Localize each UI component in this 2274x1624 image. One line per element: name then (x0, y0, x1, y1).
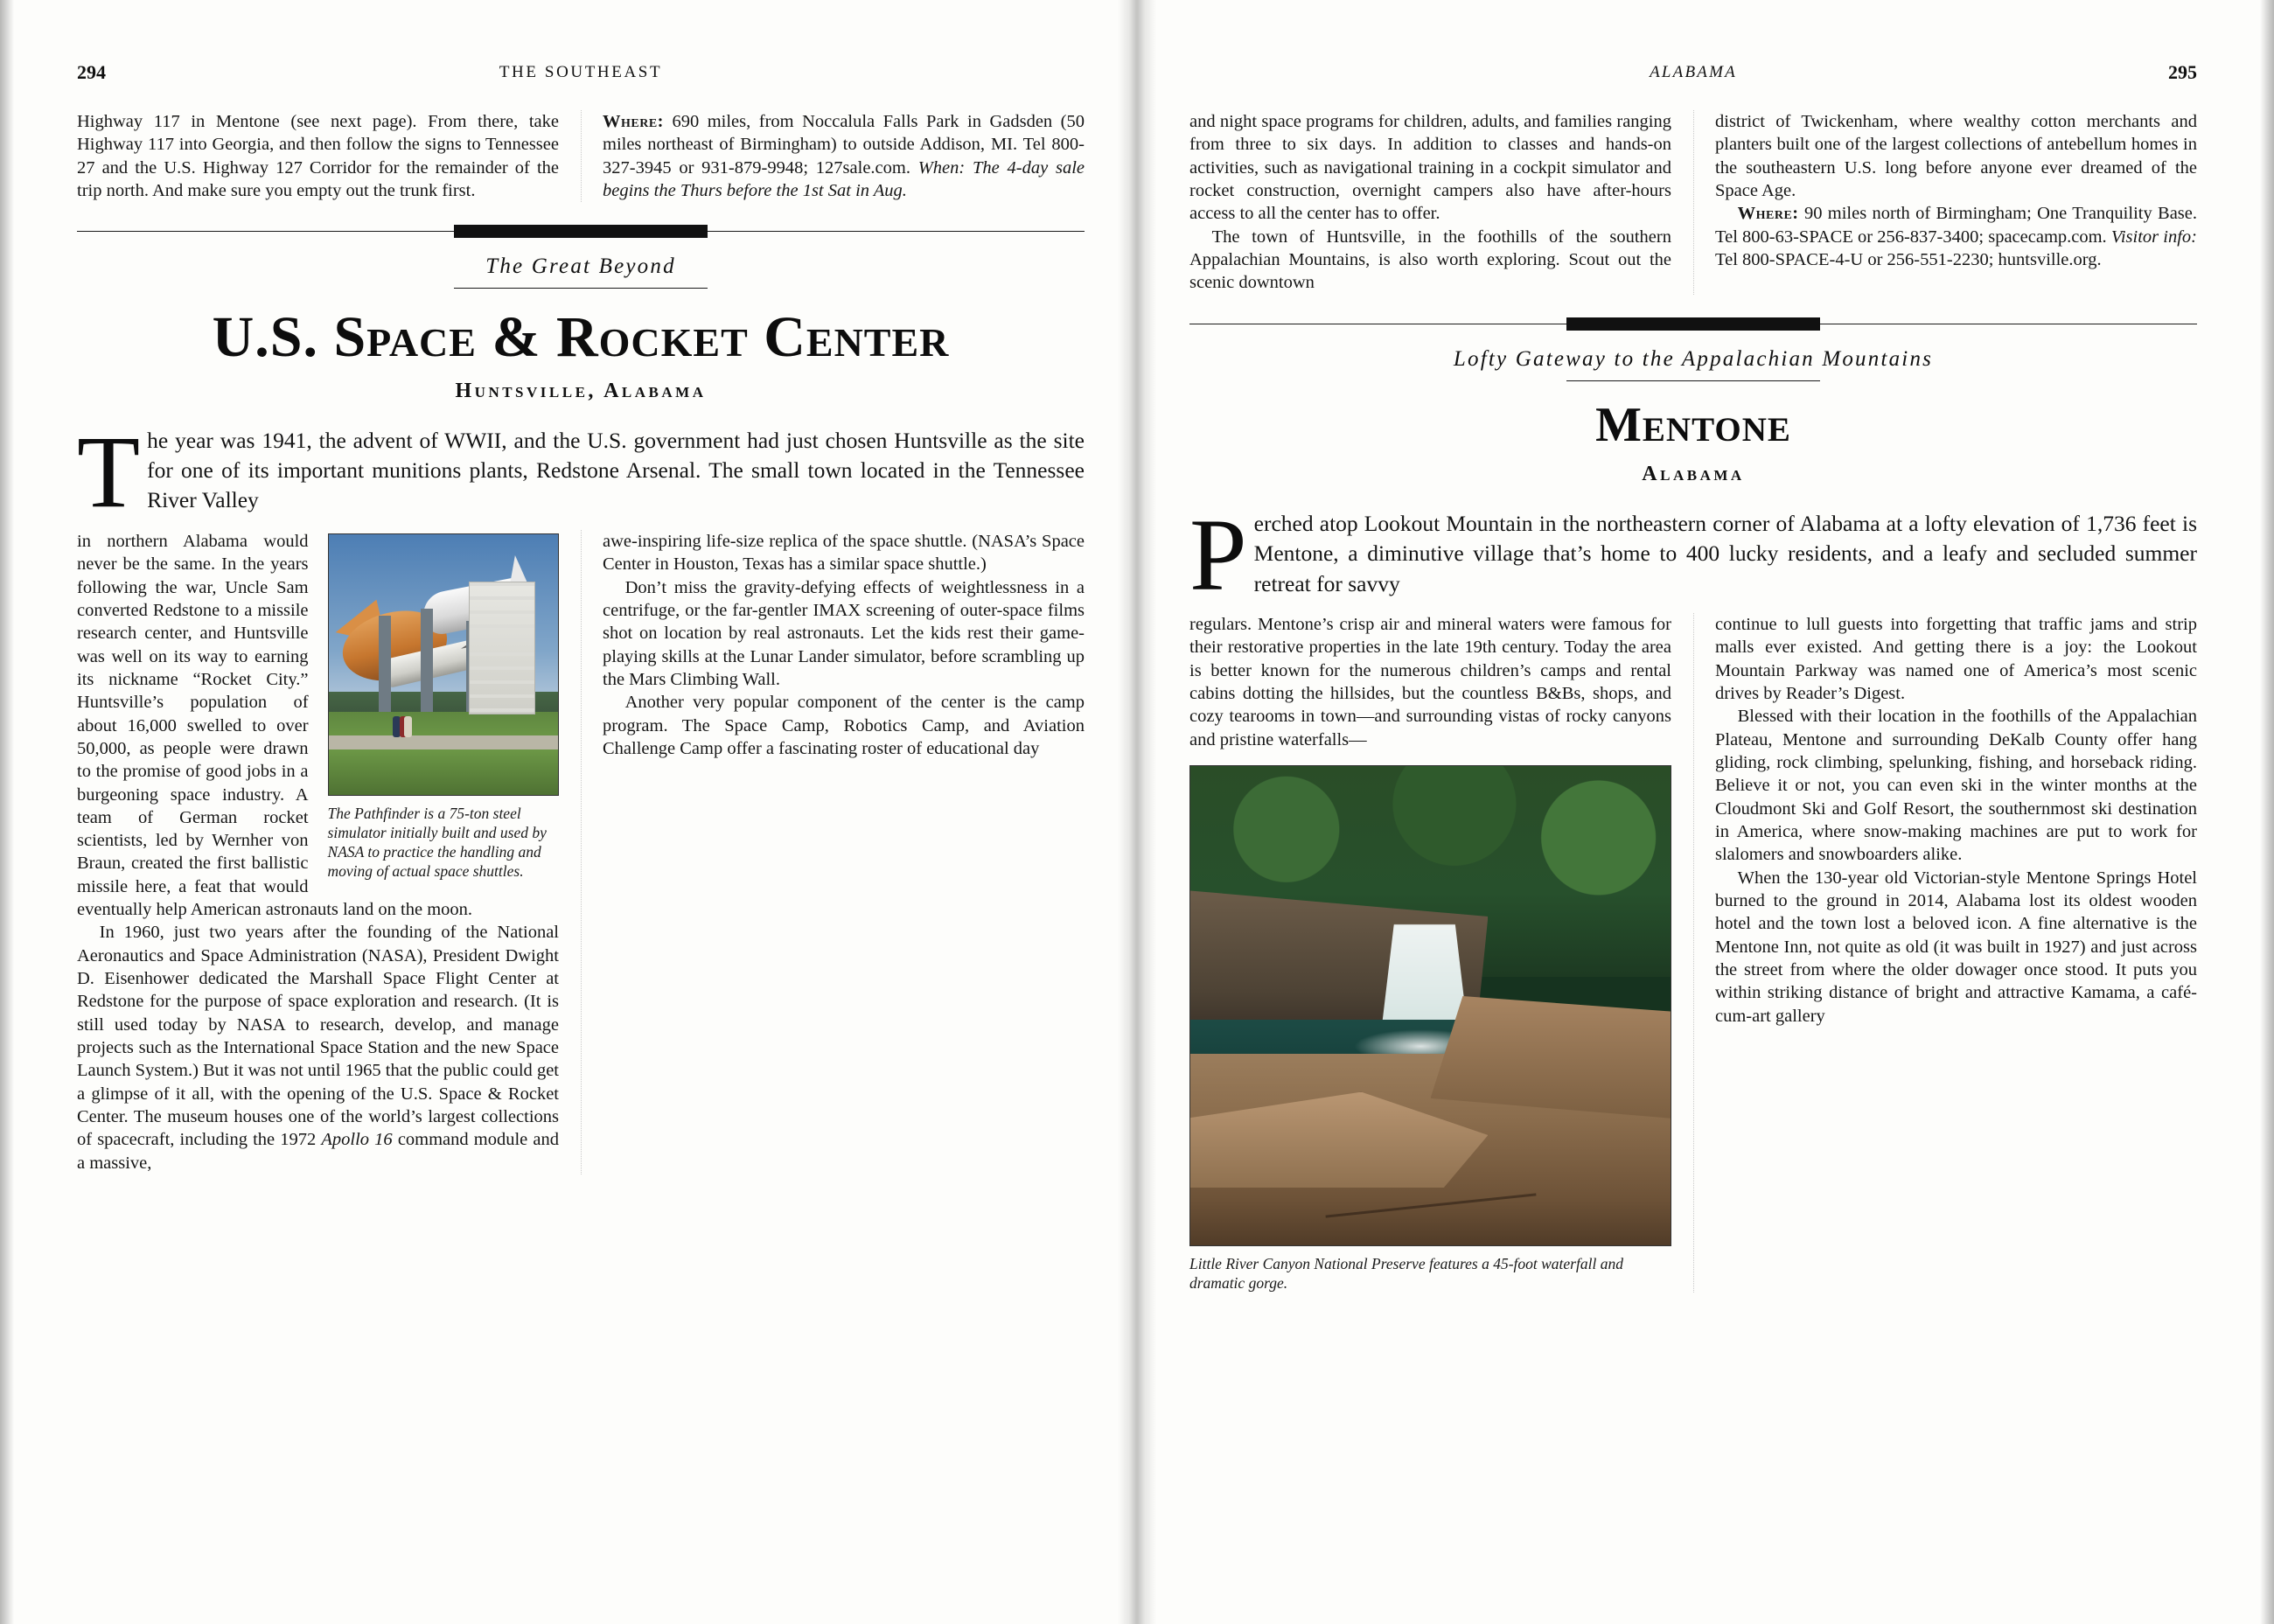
folio-right: 295 (2168, 61, 2197, 83)
left-body-columns (77, 530, 1085, 1174)
where-paragraph (603, 110, 1085, 202)
intro-paragraph-right (1189, 497, 2197, 612)
page-subtitle-right: Alabama (1642, 462, 1745, 485)
figure-rocket (328, 533, 559, 881)
divider-bar (454, 225, 708, 238)
intro-text-left: he year was 1941, the advent of WWII, and the U.S. government had just chosen Huntsville as the site for one of its important munitions plants, Redstone Arsenal. The small town located in the Tennessee River Valley (147, 427, 1085, 513)
photo-caption-left (328, 804, 559, 881)
running-head-title-left: THE SOUTHEAST (499, 63, 663, 81)
running-head-right (1189, 61, 2197, 91)
paragraph: Don’t miss the gravity-defying effects of weightlessness in a centrifuge, or the far-gentler IMAX screening of outer-space films shot on location by real astronauts. Let the kids rest their game-playing skills at the Lunar Lander simulator, before scrambling up the Mars Climbing Wall. (603, 577, 1085, 689)
photo-waterfall (1189, 765, 1671, 1246)
paragraph: in northern Alabama would never be the same. In the years following the war, Uncle Sam converted Redstone to a missile research center, and Huntsville was well on its way to earning its nickname “Rocket City.” Huntsville’s population of about 16,000 swelled to over 50,000, as people were drawn to the promise of good jobs in a burgeoning space industry. A team of German rocket scientists, led by Wernher von Braun, created the first ballistic missile here, a feat that would eventually help American astronauts land on the moon. (77, 531, 473, 920)
photo-rocket (328, 533, 559, 796)
paragraph: regulars. Mentone’s crisp air and mineral waters were famous for their restorative properties in the late 19th century. Today the area is better known for the numerous children’s camps and rental cabins dotting the hillsides, but the countless B&Bs, shops, and cozy tearooms in town—and surrounding vistas of rocky canyons and pristine waterfalls— (1189, 615, 1671, 749)
paragraph: awe-inspiring life-size replica of the space shuttle. (NASA’s Space Center in Houston, Texas has a similar space shuttle.) (603, 531, 1085, 575)
paragraph: When the 130-year old Victorian-style Mentone Springs Hotel burned to the ground in 2014, Alabama lost its oldest wooden hotel and the town lost a beloved icon. A fine alternative is the Mentone Inn, not quite as old (it was built in 1927) and just across the street from where the older dowager once stood. It puts you within striking distance of bright and attractive Kamama, a café-cum-art gallery (1715, 868, 2197, 1026)
where-label: Where: (603, 112, 665, 131)
paragraph: district of Twickenham, where wealthy cotton merchants and planters built one of the largest collections of antebellum homes in the southeastern U.S. long before anyone ever dreamed of the Space Age. (1715, 112, 2197, 200)
apollo-italic: Apollo 16 (321, 1130, 393, 1150)
where-label: Where: (1737, 204, 1799, 224)
paragraph: Highway 117 in Mentone (see next page). From there, take Highway 117 into Georgia, and then follow the signs to Tennessee 27 and the U.S. Highway 127 Corridor for the remainder of the trip north. And make sure you empty out the trunk first. (77, 112, 559, 200)
visitor-info-label: Visitor info: (2110, 227, 2197, 247)
where-paragraph-right (1715, 202, 2197, 271)
page-title-left: U.S. Space & Rocket Center (212, 305, 950, 370)
folio-left: 294 (77, 61, 106, 83)
section-divider-left (77, 225, 1085, 239)
page-right (1137, 0, 2274, 1624)
section-divider-right (1189, 317, 2197, 331)
intro-text-right: erched atop Lookout Mountain in the northeastern corner of Alabama at a lofty elevation of 1,736 feet is Mentone, a diminutive village that’s home to 400 lucky residents, and a leafy and secluded summer retreat for savvy (1253, 510, 2197, 596)
drop-cap-left: T (77, 414, 141, 529)
right-continued-columns (1189, 110, 2197, 295)
running-head-left (77, 61, 1085, 91)
right-body-columns (1189, 613, 2197, 1293)
paragraph-part: In 1960, just two years after the founding of the National Aeronautics and Space Administration (NASA), President Dwight D. Eisenhower dedicated the Marshall Space Flight Center at Redstone for the purpose of space exploration and research. (It is still used today by NASA to research, develop, and manage projects such as the International Space Station and the new Space Launch System.) But it was not until 1965 that the public could get a glimpse of it all, with the opening of the U.S. Space & Rocket Center. The museum houses one of the world’s largest collections of spacecraft, including the 1972 (77, 923, 559, 1150)
figure-waterfall (1189, 765, 1671, 1293)
when-text: The 4-day sale begins the Thurs before the 1st Sat in Aug. (603, 157, 1085, 200)
left-continued-columns (77, 110, 1085, 202)
paragraph: Blessed with their location in the foothills of the Appalachian Plateau, Mentone and surrounding DeKalb County offer hang gliding, rock climbing, spelunking, fishing, and horseback riding. Believe it or not, you can even ski in the winter months at the Cloudmont Ski and Golf Resort, the southernmost ski destination in America, where snow-making machines are put to work for slalomers and snowboarders alike. (1715, 707, 2197, 865)
kicker-left: The Great Beyond (485, 254, 676, 279)
photo-caption-right (1189, 1254, 1671, 1293)
drop-cap-right: P (1189, 497, 1247, 612)
running-head-title-right: ALABAMA (1650, 63, 1737, 81)
visitor-info-text: Tel 800-SPACE-4-U or 256-551-2230; huntsville.org. (1715, 249, 2102, 269)
paragraph (77, 921, 559, 1174)
caption-text-right: features a 45-foot waterfall and dramatic gorge. (1189, 1254, 1623, 1293)
paragraph-part-end: command module and a massive, (77, 1130, 559, 1173)
paragraph: The town of Huntsville, in the foothills of the southern Appalachian Mountains, is also worth exploring. Scout out the scenic downtown (1189, 227, 1671, 293)
page-title-right: Mentone (1595, 397, 1791, 452)
when-label: When: (917, 157, 966, 178)
caption-italic-title-left: The Pathfinder (327, 804, 421, 822)
paragraph: Another very popular component of the center is the camp program. The Space Camp, Robotics Camp, and Aviation Challenge Camp offer a fascinating roster of educational day (603, 693, 1085, 758)
paragraph: continue to lull guests into forgetting that traffic jams and strip malls ever existed. And getting there is a joy: the Lookout Mountain Parkway was named one of America’s most scenic drives by Reader’s Digest. (1715, 615, 2197, 703)
kicker-underline-left (454, 288, 708, 289)
page-subtitle-left: Huntsville, Alabama (455, 379, 707, 402)
divider-bar (1566, 317, 1820, 331)
caption-text-left: is a 75-ton steel simulator initially built and used by NASA to practice the handling and moving of actual space shuttles. (327, 804, 547, 881)
where-text: 690 miles, from Noccalula Falls Park in Gadsden (50 miles northeast of Birmingham) to outside Addison, MI. Tel 800-327-3945 or 931-879-9948; 127sale.com. (603, 112, 1085, 178)
caption-italic-title-right: Little River Canyon National Preserve (1189, 1254, 1426, 1272)
kicker-right: Lofty Gateway to the Appalachian Mountains (1453, 346, 1934, 371)
where-text: 90 miles north of Birmingham; One Tranquility Base. Tel 800-63-SPACE or 256-837-3400; spacecamp.com. (1715, 204, 2197, 247)
intro-paragraph-left (77, 414, 1085, 529)
kicker-underline-right (1566, 380, 1820, 381)
paragraph: and night space programs for children, adults, and families ranging from three to six days. In addition to classes and hands-on activities, such as navigational training in a cockpit simulator and rocket construction, overnight campers also have after-hours access to all the center has to offer. (1189, 112, 1671, 224)
